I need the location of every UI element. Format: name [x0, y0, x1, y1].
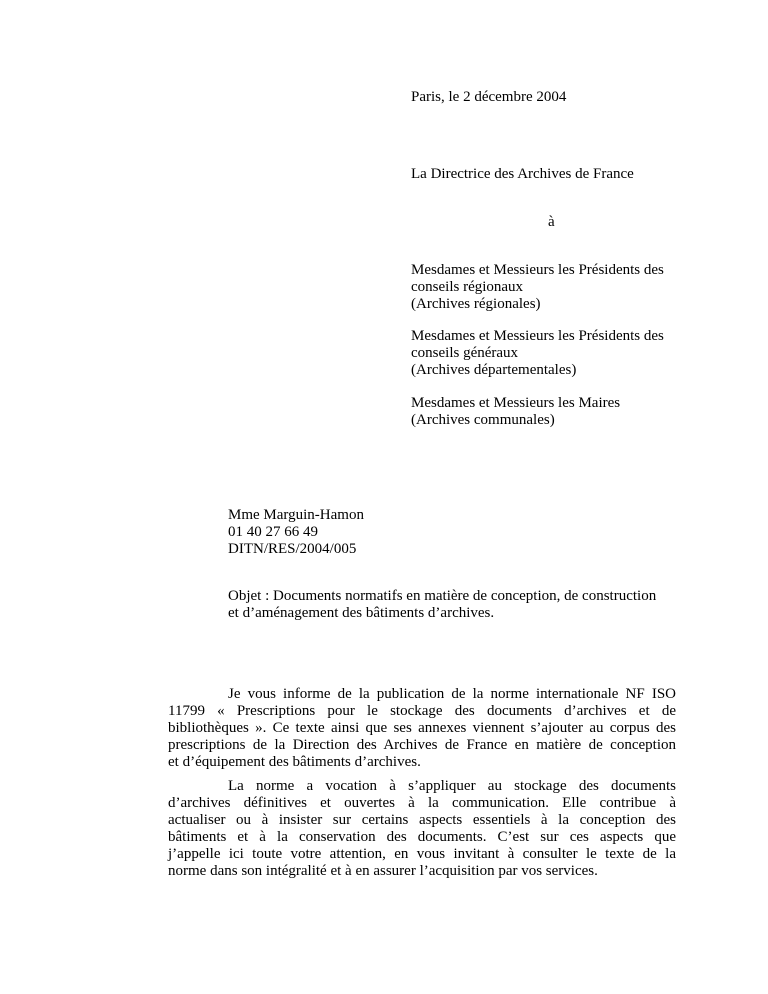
recipient-line: (Archives communales): [411, 412, 555, 428]
paragraph-line: bâtiments et à la conservation des documents. C’est sur ces aspects que: [168, 829, 676, 845]
body-paragraph: [168, 686, 676, 771]
reference-name: Mme Marguin-Hamon: [228, 507, 364, 523]
body-paragraph: [168, 778, 676, 880]
reference-block: [228, 507, 364, 558]
recipient-block: [411, 395, 620, 429]
recipient-line: (Archives départementales): [411, 362, 577, 378]
recipient-line: Mesdames et Messieurs les Présidents des: [411, 328, 664, 344]
subject-line: Objet : Documents normatifs en matière de conception, de construction: [228, 588, 657, 604]
paragraph-line: bibliothèques ». Ce texte ainsi que ses annexes viennent s’ajouter au corpus des: [168, 720, 676, 736]
paragraph-line: Je vous informe de la publication de la norme internationale NF ISO: [228, 686, 676, 702]
recipient-line: Mesdames et Messieurs les Présidents des: [411, 262, 664, 278]
recipient-block: [411, 328, 664, 379]
subject-line: et d’aménagement des bâtiments d’archives.: [228, 605, 495, 621]
paragraph-line: et d’équipement des bâtiments d’archives.: [168, 754, 421, 770]
paragraph-line: prescriptions de la Direction des Archives de France en matière de conception: [168, 737, 676, 753]
recipient-line: conseils régionaux: [411, 279, 524, 295]
recipient-block: [411, 262, 664, 313]
paragraph-line: j’appelle ici toute votre attention, en vous invitant à consulter le texte de la: [168, 846, 676, 862]
paragraph-line: La norme a vocation à s’appliquer au stockage des documents: [228, 778, 676, 794]
place-date: Paris, le 2 décembre 2004: [411, 89, 567, 105]
recipient-line: Mesdames et Messieurs les Maires: [411, 395, 621, 411]
paragraph-line: 11799 « Prescriptions pour le stockage des documents d’archives et de: [168, 703, 676, 719]
subject-block: [228, 588, 656, 622]
paragraph-line: d’archives définitives et ouvertes à la communication. Elle contribue à: [168, 795, 676, 811]
recipient-line: conseils généraux: [411, 345, 519, 361]
paragraph-line: norme dans son intégralité et à en assurer l’acquisition par vos services.: [168, 863, 598, 879]
reference-code: DITN/RES/2004/005: [228, 541, 357, 557]
paragraph-line: actualiser ou à insister sur certains aspects essentiels à la conception des: [168, 812, 676, 828]
to-word: à: [548, 214, 555, 230]
reference-phone: 01 40 27 66 49: [228, 524, 318, 540]
recipient-line: (Archives régionales): [411, 296, 541, 312]
sender-title: La Directrice des Archives de France: [411, 166, 634, 182]
